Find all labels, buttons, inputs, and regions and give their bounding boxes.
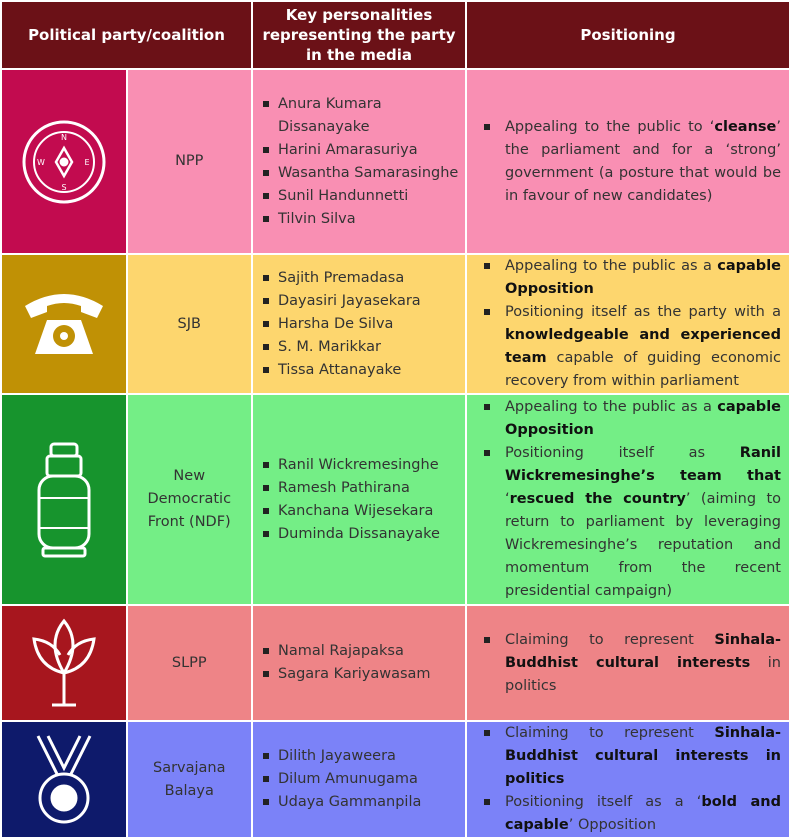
positioning-text: Positioning itself as (505, 445, 740, 461)
party-name: NPP (127, 69, 253, 254)
personality-item: Wasantha Samarasinghe (263, 162, 459, 185)
positioning-item (481, 301, 781, 393)
positioning-text: Positioning itself as the party with a (505, 304, 781, 320)
svg-text:N: N (60, 132, 67, 142)
svg-text:W: W (36, 157, 45, 167)
header-row (1, 1, 790, 69)
positioning-item (481, 791, 781, 837)
emphasis-text: Sinhala-Buddhist cultural interests (505, 631, 781, 671)
party-name: SLPP (127, 605, 253, 721)
party-logo-cell (1, 254, 127, 394)
personalities-cell (252, 69, 466, 254)
positioning-text: Claiming to represent (505, 631, 715, 648)
personality-item: Duminda Dissanayake (263, 523, 459, 546)
emphasis-text: knowledgeable and experienced team (505, 327, 781, 366)
party-name: New Democratic Front (NDF) (127, 394, 253, 605)
positioning-list (481, 629, 781, 698)
header-party: Political party/coalition (1, 1, 252, 69)
personality-item: Namal Rajapaksa (263, 640, 459, 663)
positioning-text: Appealing to the public as a (505, 258, 718, 274)
positioning-text: Positioning itself as a ‘ (505, 794, 702, 810)
positioning-item (481, 442, 781, 603)
lotus-bud-icon (2, 615, 126, 711)
positioning-item (481, 396, 781, 442)
personalities-list (263, 640, 459, 686)
positioning-cell (466, 69, 790, 254)
svg-text:S: S (61, 182, 67, 192)
table-row (1, 605, 790, 721)
personality-item: Tissa Attanayake (263, 359, 459, 382)
personalities-cell (252, 394, 466, 605)
positioning-list (481, 722, 781, 837)
positioning-text: Appealing to the public to ‘ (505, 118, 715, 135)
positioning-item (481, 116, 781, 208)
personality-item: Sajith Premadasa (263, 267, 459, 290)
personality-item: Harini Amarasuriya (263, 139, 459, 162)
table-row (1, 69, 790, 254)
positioning-text: in politics (505, 654, 781, 694)
party-name: SJB (127, 254, 253, 394)
positioning-item (481, 255, 781, 301)
positioning-list (481, 396, 781, 603)
svg-text:E: E (84, 157, 90, 167)
personality-item: Udaya Gammanpila (263, 791, 459, 814)
compass-icon (2, 112, 126, 212)
positioning-text: Claiming to represent (505, 725, 715, 741)
personalities-list (263, 267, 459, 382)
positioning-cell (466, 394, 790, 605)
positioning-text: ’ Opposition (568, 817, 657, 833)
header-positioning: Positioning (466, 1, 790, 69)
personality-item: Sunil Handunnetti (263, 185, 459, 208)
personalities-list (263, 454, 459, 546)
party-logo-cell (1, 721, 127, 838)
positioning-text: Appealing to the public as a (505, 399, 718, 415)
personality-item: Harsha De Silva (263, 313, 459, 336)
personality-item: Ramesh Pathirana (263, 477, 459, 500)
personality-item: Dayasiri Jayasekara (263, 290, 459, 313)
table-row (1, 254, 790, 394)
positioning-cell (466, 605, 790, 721)
positioning-item (481, 722, 781, 791)
party-logo-cell (1, 69, 127, 254)
personalities-list (263, 745, 459, 814)
positioning-list (481, 255, 781, 393)
emphasis-text: bold and capable (505, 794, 781, 833)
personalities-cell (252, 254, 466, 394)
personalities-cell (252, 605, 466, 721)
party-logo-cell (1, 605, 127, 721)
header-personalities: Key personalities representing the party in the media (252, 1, 466, 69)
positioning-text: ’ the parliament and for a ‘strong’ government (a posture that would be in favour of new candidates) (505, 118, 781, 204)
emphasis-text: capable Opposition (505, 399, 781, 438)
table-body (1, 69, 790, 838)
emphasis-text: Sinhala-Buddhist cultural interests in politics (505, 725, 781, 787)
personality-item: Dilith Jayaweera (263, 745, 459, 768)
table-row (1, 394, 790, 605)
party-name: Sarvajana Balaya (127, 721, 253, 838)
emphasis-text: rescued the country (509, 491, 686, 507)
party-logo-cell (1, 394, 127, 605)
personality-item: Kanchana Wijesekara (263, 500, 459, 523)
positioning-item (481, 629, 781, 698)
emphasis-text: cleanse (714, 118, 777, 135)
medal-icon (2, 732, 126, 828)
personality-item: Anura Kumara Dissanayake (263, 93, 459, 139)
personality-item: Sagara Kariyawasam (263, 663, 459, 686)
positioning-text: capable of guiding economic recovery from within parliament (505, 350, 781, 389)
personality-item: Ranil Wickremesinghe (263, 454, 459, 477)
table-row (1, 721, 790, 838)
positioning-text: ’ (aiming to return to parliament by leveraging Wickremesinghe’s reputation and momentum from the recent presidential campaign) (505, 491, 781, 599)
gas-cylinder-icon (2, 440, 126, 560)
emphasis-text: capable Opposition (505, 258, 781, 297)
personalities-cell (252, 721, 466, 838)
personalities-list (263, 93, 459, 231)
positioning-list (481, 116, 781, 208)
positioning-cell (466, 254, 790, 394)
personality-item: Tilvin Silva (263, 208, 459, 231)
positioning-cell (466, 721, 790, 838)
personality-item: S. M. Marikkar (263, 336, 459, 359)
personality-item: Dilum Amunugama (263, 768, 459, 791)
positioning-text: ‘ (505, 491, 510, 507)
telephone-icon (2, 284, 126, 364)
emphasis-text: Ranil Wickremesinghe’s team that (505, 445, 781, 484)
